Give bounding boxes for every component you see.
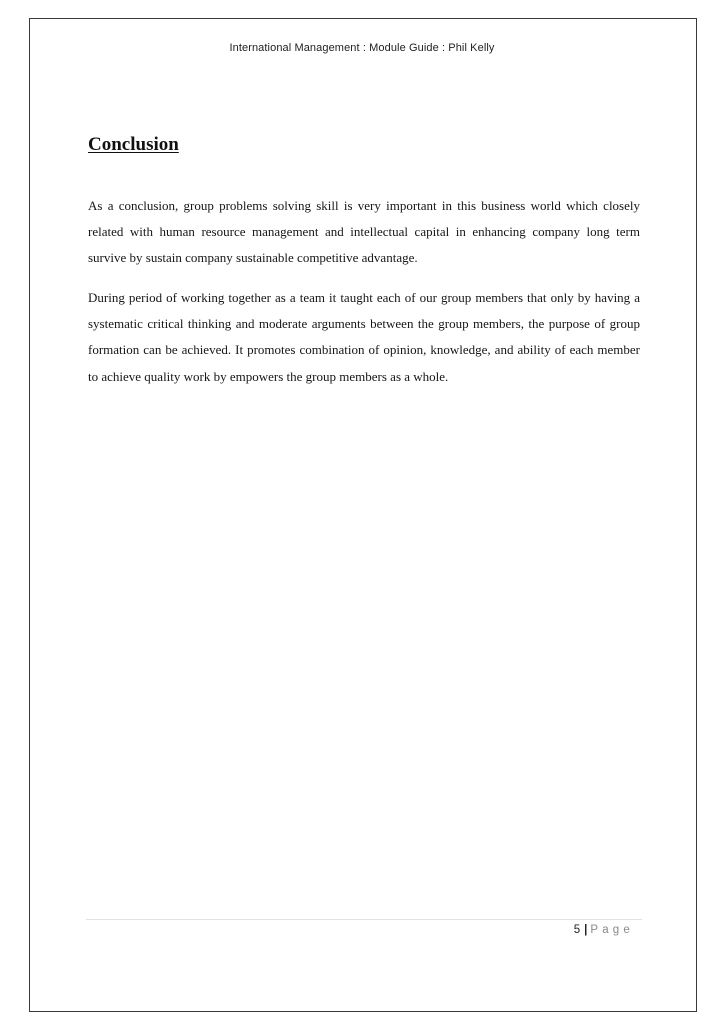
- footer-divider: [86, 919, 642, 920]
- page-border: [29, 18, 697, 1012]
- section-heading-conclusion: Conclusion: [88, 134, 179, 155]
- page-footer: [574, 924, 634, 936]
- conclusion-paragraph-2: During period of working together as a team it taught each of our group members that only by having a systematic critical thinking and moderate arguments between the group members, the purpose of group formation can be achieved. It promotes combination of opinion, knowledge, and ability of each member to achieve quality work by empowers the group members as a whole.: [88, 290, 640, 384]
- page-number: 5: [573, 924, 581, 936]
- page-separator: |: [584, 924, 588, 936]
- running-header: International Management : Module Guide : Phil Kelly: [229, 42, 495, 54]
- page-label: Page: [590, 924, 634, 936]
- conclusion-paragraph-1: As a conclusion, group problems solving skill is very important in this business world which closely related with human resource management and intellectual capital in enhancing company long term survive by sustain company sustainable competitive advantage.: [88, 198, 640, 266]
